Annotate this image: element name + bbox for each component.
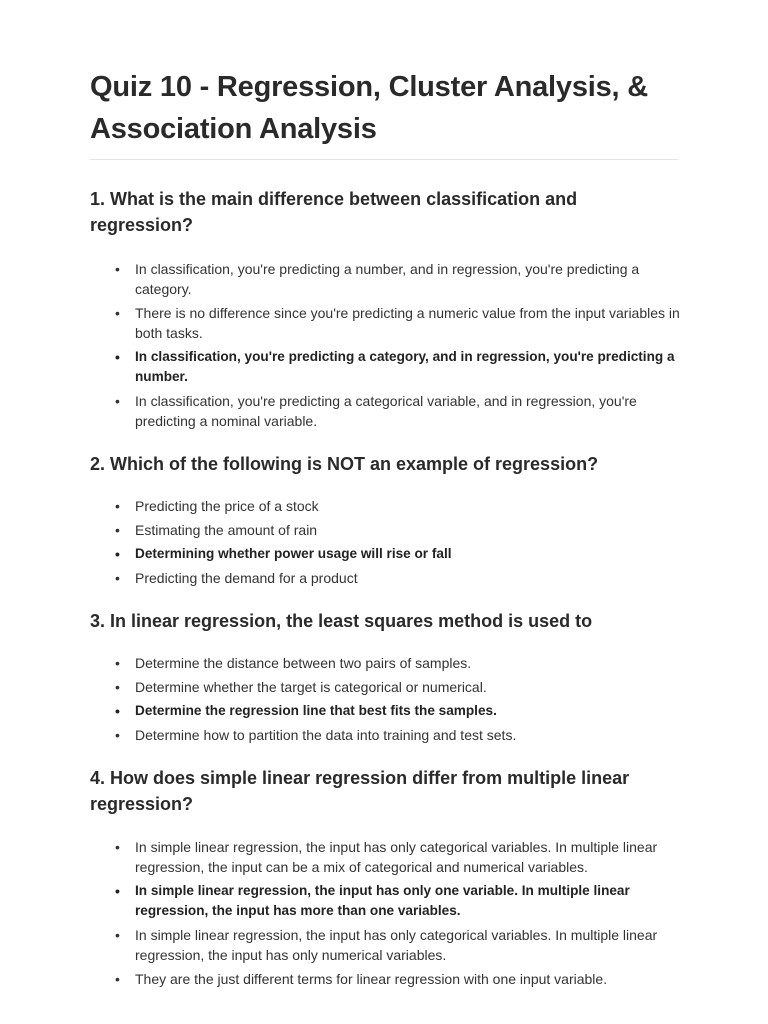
answer-option-correct [90,544,680,564]
answer-text: Determine whether the target is categorical or numerical. [135,679,487,695]
question-heading: 2. Which of the following is NOT an example of regression? [90,454,599,474]
bullet-icon: • [115,839,120,855]
answer-text: They are the just different terms for linear regression with one input variable. [135,971,608,987]
bullet-icon: • [115,305,120,321]
bullet-icon: • [115,522,120,538]
answer-text: Determine the regression line that best fits the samples. [135,703,497,718]
bullet-icon: • [115,727,120,743]
answer-option [90,677,680,697]
answer-text: There is no difference since you're predicting a numeric value from the input variables in both tasks. [135,305,680,341]
answer-text: Predicting the demand for a product [135,570,358,586]
answer-option [90,496,680,516]
answer-option [90,837,680,877]
answer-text: Determining whether power usage will rise or fall [135,546,452,561]
answer-option [90,520,680,540]
bullet-icon: • [115,261,120,277]
answer-option-correct [90,347,680,387]
answer-option-correct [90,881,680,921]
bullet-icon: • [115,703,120,719]
bullet-icon: • [115,349,120,365]
answer-text: Predicting the price of a stock [135,498,319,514]
question-heading: 1. What is the main difference between classification and regression? [90,189,578,235]
answer-list [90,259,678,431]
answer-text: Estimating the amount of rain [135,522,318,538]
answer-option [90,303,680,343]
answer-text: In simple linear regression, the input has only one variable. In multiple linear regression, the input has more than one variables. [135,883,630,918]
answer-text: In simple linear regression, the input has only categorical variables. In multiple linear regression, the input can be a mix of categorical and numerical variables. [135,839,658,875]
answer-text: In classification, you're predicting a category, and in regression, you're predicting a number. [135,349,675,384]
answer-option [90,568,680,588]
answer-option [90,725,680,745]
answer-option [90,391,680,431]
answer-list [90,496,678,588]
question-4 [90,765,678,989]
bullet-icon: • [115,546,120,562]
bullet-icon: • [115,393,120,409]
bullet-icon: • [115,927,120,943]
answer-text: In classification, you're predicting a number, and in regression, you're predicting a category. [135,261,640,297]
question-1 [90,186,678,431]
bullet-icon: • [115,655,120,671]
answer-option-correct [90,701,680,721]
question-heading: 4. How does simple linear regression differ from multiple linear regression? [90,768,630,814]
bullet-icon: • [115,883,120,899]
bullet-icon: • [115,679,120,695]
question-2 [90,451,678,588]
question-3 [90,608,678,745]
answer-text: Determine how to partition the data into training and test sets. [135,727,517,743]
question-heading: 3. In linear regression, the least squares method is used to [90,611,593,631]
answer-text: Determine the distance between two pairs of samples. [135,655,472,671]
answer-text: In simple linear regression, the input has only categorical variables. In multiple linear regression, the input has only numerical variables. [135,927,658,963]
answer-option [90,259,680,299]
answer-text: In classification, you're predicting a categorical variable, and in regression, you're predicting a nominal variable. [135,393,637,429]
title-divider [90,159,678,160]
answer-option [90,969,680,989]
answer-option [90,925,680,965]
answer-list [90,653,678,745]
bullet-icon: • [115,971,120,987]
answer-option [90,653,680,673]
answer-list [90,837,678,989]
bullet-icon: • [115,498,120,514]
page-title: Quiz 10 - Regression, Cluster Analysis, & Association Analysis [90,71,649,145]
bullet-icon: • [115,570,120,586]
